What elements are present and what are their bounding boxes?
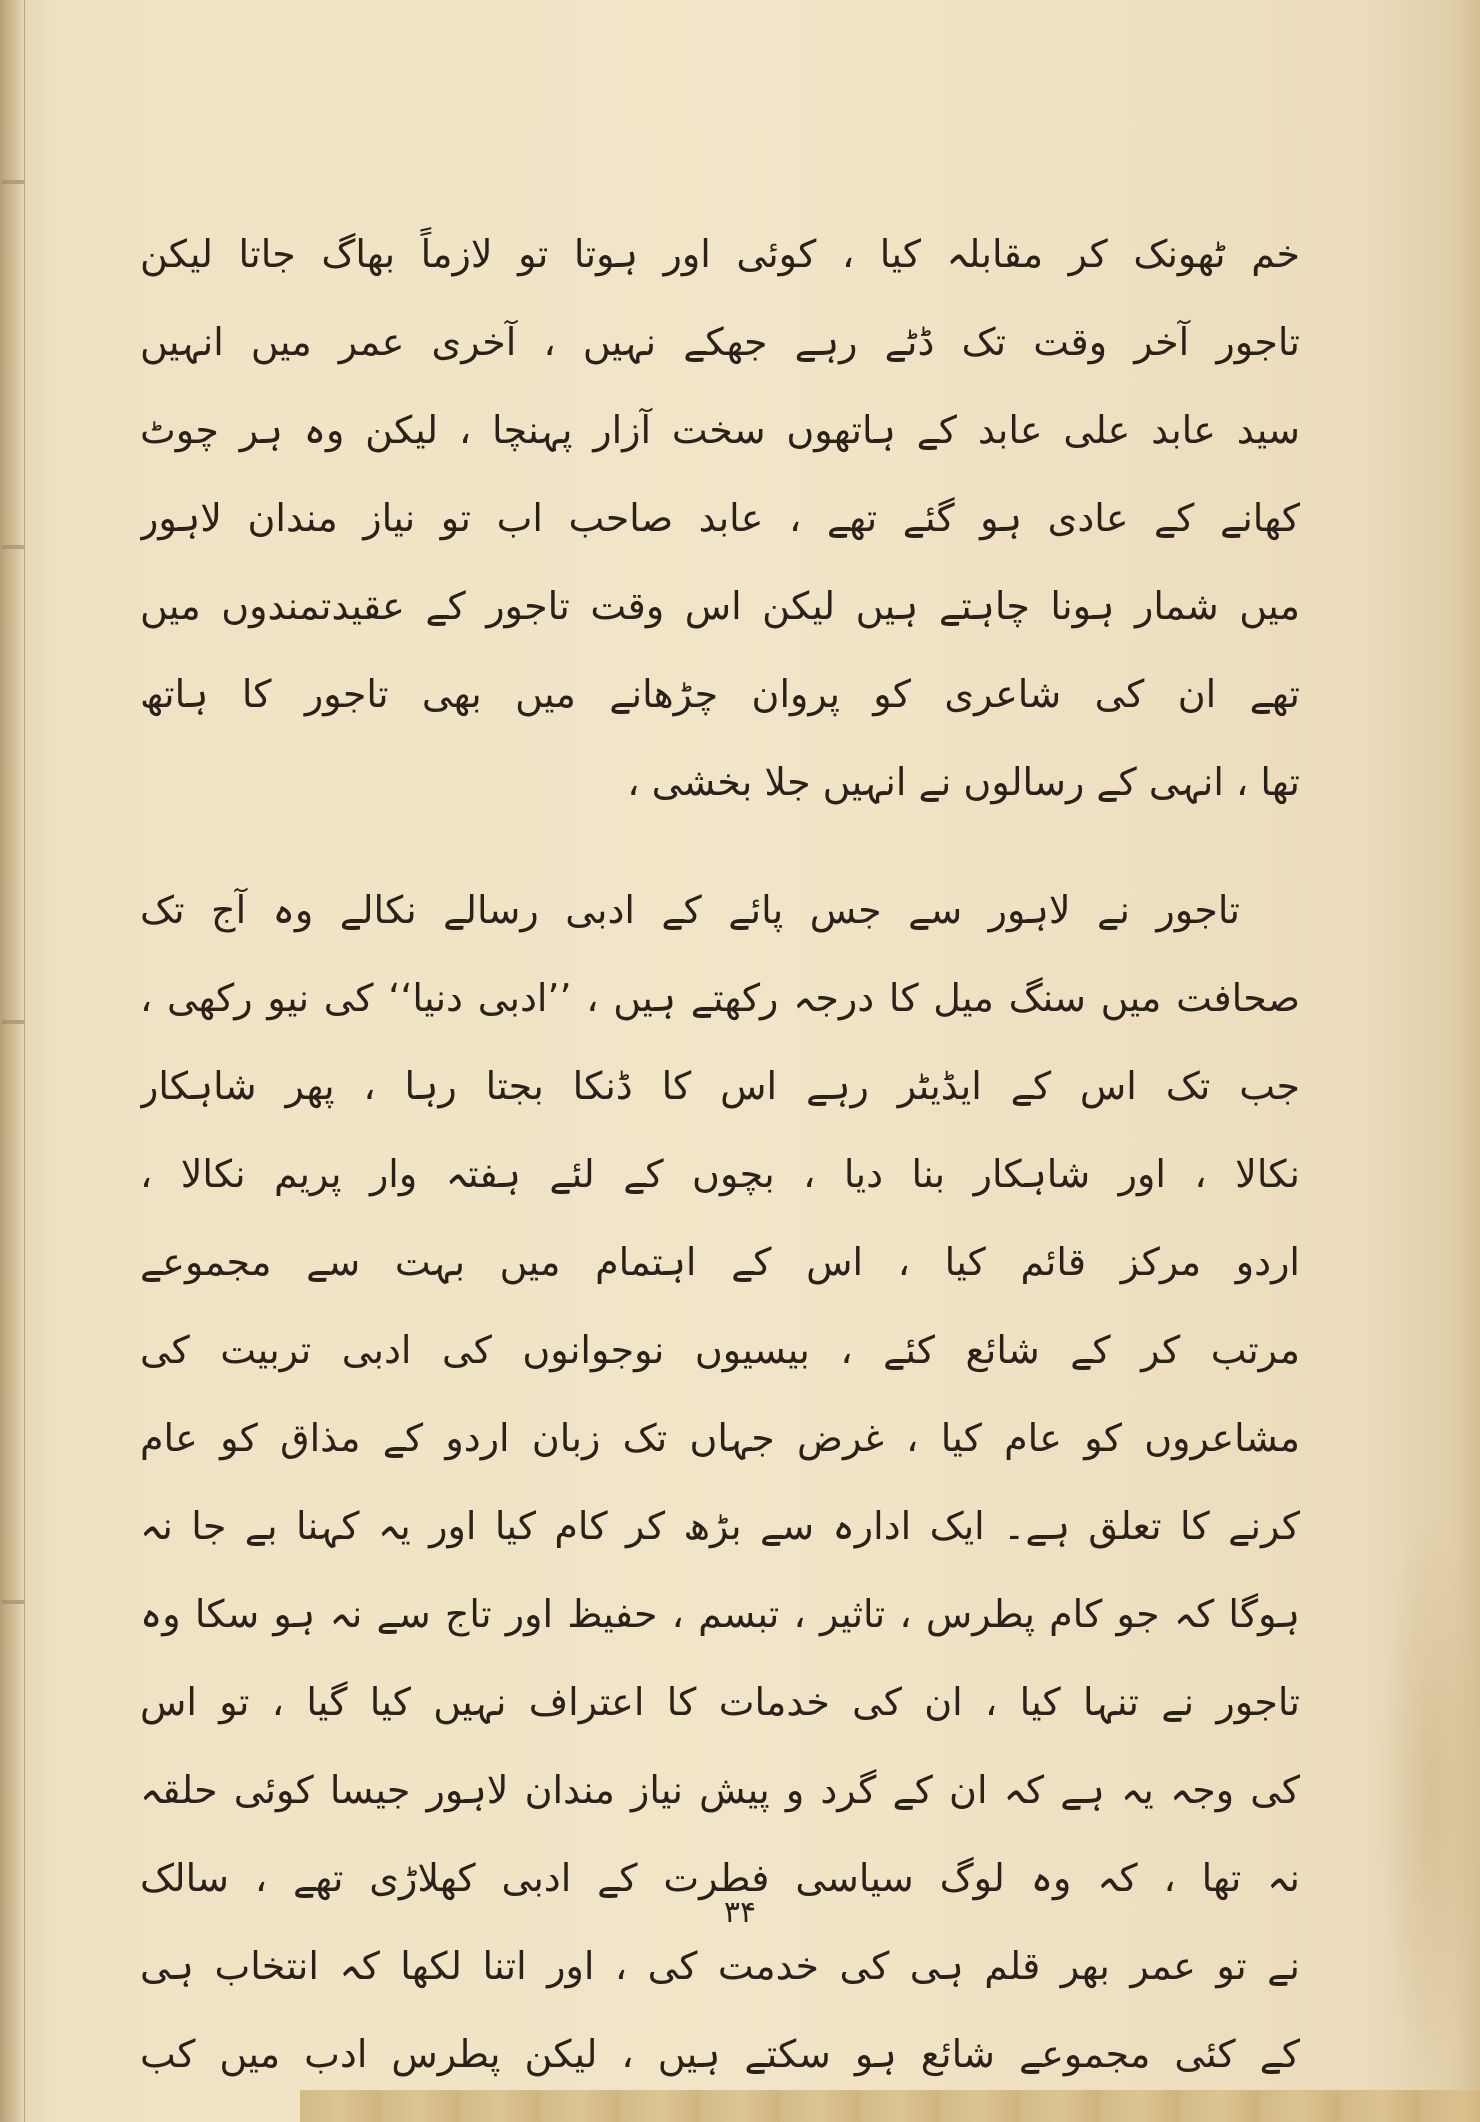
page-number: ۳۴ [723, 1895, 757, 1930]
binding-mark [2, 180, 24, 184]
binding-mark [2, 1020, 24, 1024]
text-line: نے تو عمر بھر قلم ہی کی خدمت کی ، اور اتنا لکھا کہ انتخاب ہی [140, 1944, 1300, 1988]
text-line: سید عابد علی عابد کے ہاتھوں سخت آزار پہنچا ، لیکن وہ ہر چوٹ [140, 408, 1300, 452]
text-line: جب تک اس کے ایڈیٹر رہے اس کا ڈنکا بجتا رہا ، پھر شاہکار [140, 1064, 1300, 1108]
text-line: میں شمار ہونا چاہتے ہیں لیکن اس وقت تاجور کے عقیدتمندوں میں [140, 584, 1300, 628]
text-line: نکالا ، اور شاہکار بنا دیا ، بچوں کے لئے ہفتہ وار پریم نکالا ، [140, 1152, 1300, 1196]
paragraph-1 [140, 210, 1300, 826]
text-line: کھانے کے عادی ہو گئے تھے ، عابد صاحب اب تو نیاز مندان لاہور [140, 496, 1300, 540]
text-line: کی وجہ یہ ہے کہ ان کے گرد و پیش نیاز مندان لاہور جیسا کوئی حلقہ [140, 1768, 1300, 1812]
text-line: اردو مرکز قائم کیا ، اس کے اہتمام میں بہت سے مجموعے [140, 1240, 1300, 1284]
text-line: کے کئی مجموعے شائع ہو سکتے ہیں ، لیکن پطرس ادب میں کب [140, 2032, 1300, 2076]
binding-mark [2, 1600, 24, 1604]
text-line: کرنے کا تعلق ہے۔ ایک ادارہ سے بڑھ کر کام کیا اور یہ کہنا بے جا نہ [140, 1504, 1300, 1548]
text-line: صحافت میں سنگ میل کا درجہ رکھتے ہیں ، ’’ادبی دنیا‘‘ کی نیو رکھی ، [140, 976, 1300, 1020]
text-line: تاجور نے تنہا کیا ، ان کی خدمات کا اعتراف نہیں کیا گیا ، تو اس [140, 1680, 1300, 1724]
text-line: تھے ان کی شاعری کو پروان چڑھانے میں بھی تاجور کا ہاتھ [140, 672, 1300, 716]
text-line: مشاعروں کو عام کیا ، غرض جہاں تک زبان اردو کے مذاق کو عام [140, 1416, 1300, 1460]
text-line: تاجور نے لاہور سے جس پائے کے ادبی رسالے نکالے وہ آج تک [140, 888, 1240, 932]
paper-stain [1380, 1500, 1480, 2090]
page-body-text [140, 210, 1300, 2098]
text-line: خم ٹھونک کر مقابلہ کیا ، کوئی اور ہوتا تو لازماً بھاگ جاتا لیکن [140, 232, 1300, 276]
text-line: تھا ، انہی کے رسالوں نے انہیں جلا بخشی ، [627, 760, 1300, 804]
text-line: ہوگا کہ جو کام پطرس ، تاثیر ، تبسم ، حفیظ اور تاج سے نہ ہو سکا وہ [140, 1592, 1300, 1636]
text-line: نہ تھا ، کہ وہ لوگ سیاسی فطرت کے ادبی کھلاڑی تھے ، سالک [140, 1856, 1300, 1900]
page-binding-edge [0, 0, 25, 2122]
text-line: مرتب کر کے شائع کئے ، بیسیوں نوجوانوں کی ادبی تربیت کی [140, 1328, 1300, 1372]
binding-mark [2, 545, 24, 549]
text-line: تاجور آخر وقت تک ڈٹے رہے جھکے نہیں ، آخری عمر میں انہیں [140, 320, 1300, 364]
